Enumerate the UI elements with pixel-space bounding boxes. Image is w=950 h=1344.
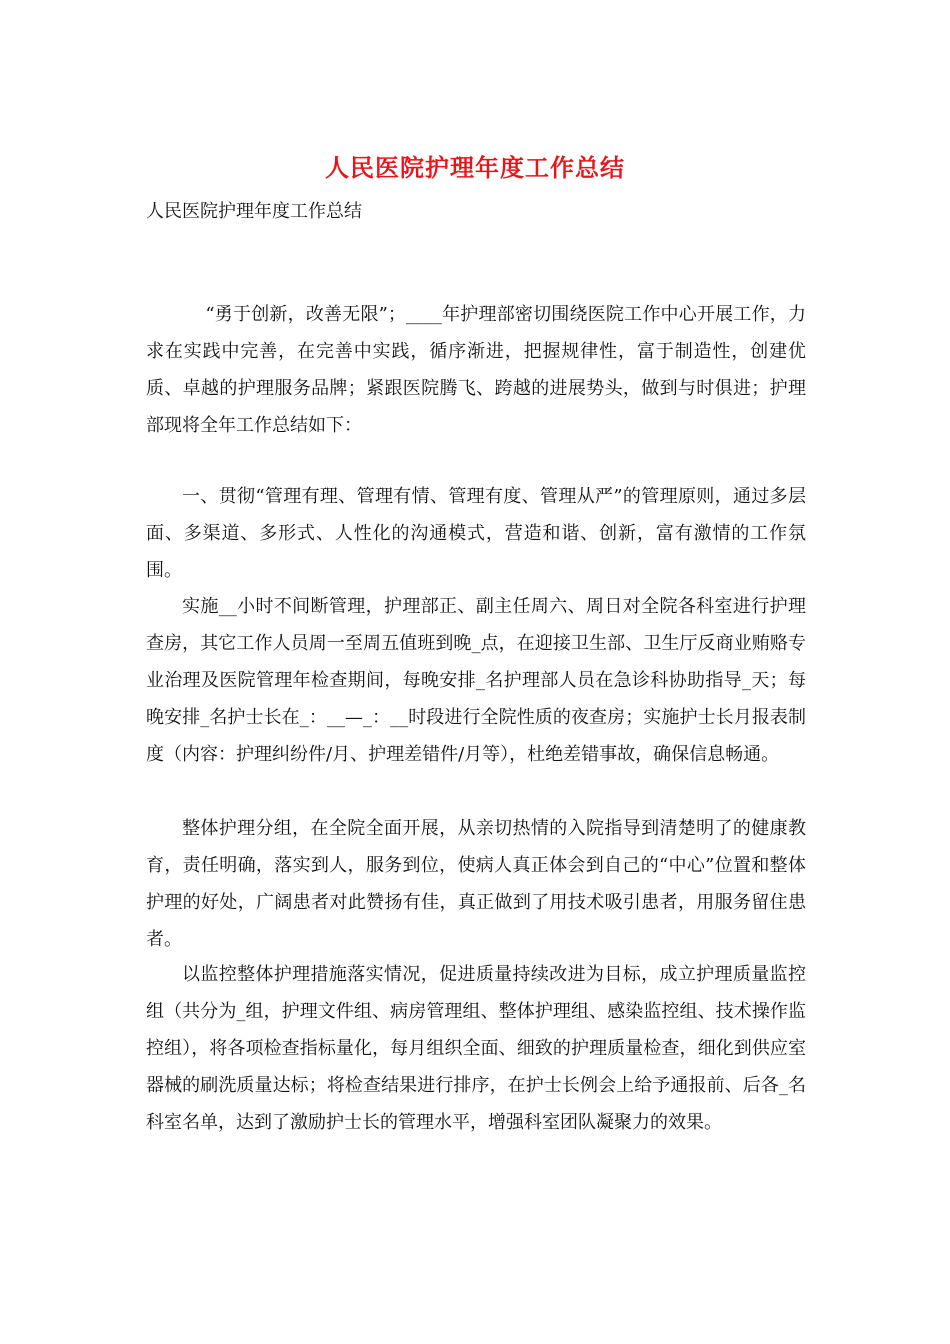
document-subtitle: 人民医院护理年度工作总结 [146, 201, 362, 222]
paragraph-holistic-care: 整体护理分组，在全院全面开展，从亲切热情的入院指导到清楚明了的健康教育，责任明确，落实到人，服务到位，使病人真正体会到自己的“中心”位置和整体护理的好处，广阔患者对此赞扬有佳，真正做到了用技术吸引患者，用服务留住患者。 [146, 818, 806, 950]
paragraph-management: 实施__小时不间断管理，护理部正、副主任周六、周日对全院各科室进行护理查房，其它工作人员周一至周五值班到晚_点，在迎接卫生部、卫生厅反商业贿赂专业治理及医院管理年检查期间，每晚安排_名护理部人员在急诊科协助指导_天；每晚安排_名护士长在_：__—_：__时段进行全院性质的夜查房；实施护士长月报表制度（内容：护理纠纷件/月、护理差错件/月等），杜绝差错事故，确保信息畅通。 [146, 596, 806, 765]
document-title: 人民医院护理年度工作总结 [325, 153, 625, 182]
paragraph-quality-control: 以监控整体护理措施落实情况，促进质量持续改进为目标，成立护理质量监控组（共分为_组，护理文件组、病房管理组、整体护理组、感染监控组、技术操作监控组），将各项检查指标量化，每月组织全面、细致的护理质量检查，细化到供应室器械的刷洗质量达标；将检查结果进行排序，在护士长例会上给予通报前、后各_名科室名单，达到了激励护士长的管理水平，增强科室团队凝聚力的效果。 [146, 964, 806, 1133]
paragraph-section-one: 一、贯彻“管理有理、管理有情、管理有度、管理从严”的管理原则，通过多层面、多渠道、多形式、人性化的沟通模式，营造和谐、创新，富有激情的工作氛围。 [146, 486, 806, 581]
paragraph-intro: “勇于创新，改善无限”；____年护理部密切围绕医院工作中心开展工作，力求在实践中完善，在完善中实践，循序渐进，把握规律性，富于制造性，创建优质、卓越的护理服务品牌；紧跟医院腾飞、跨越的进展势头，做到与时俱进；护理部现将全年工作总结如下： [146, 304, 806, 436]
